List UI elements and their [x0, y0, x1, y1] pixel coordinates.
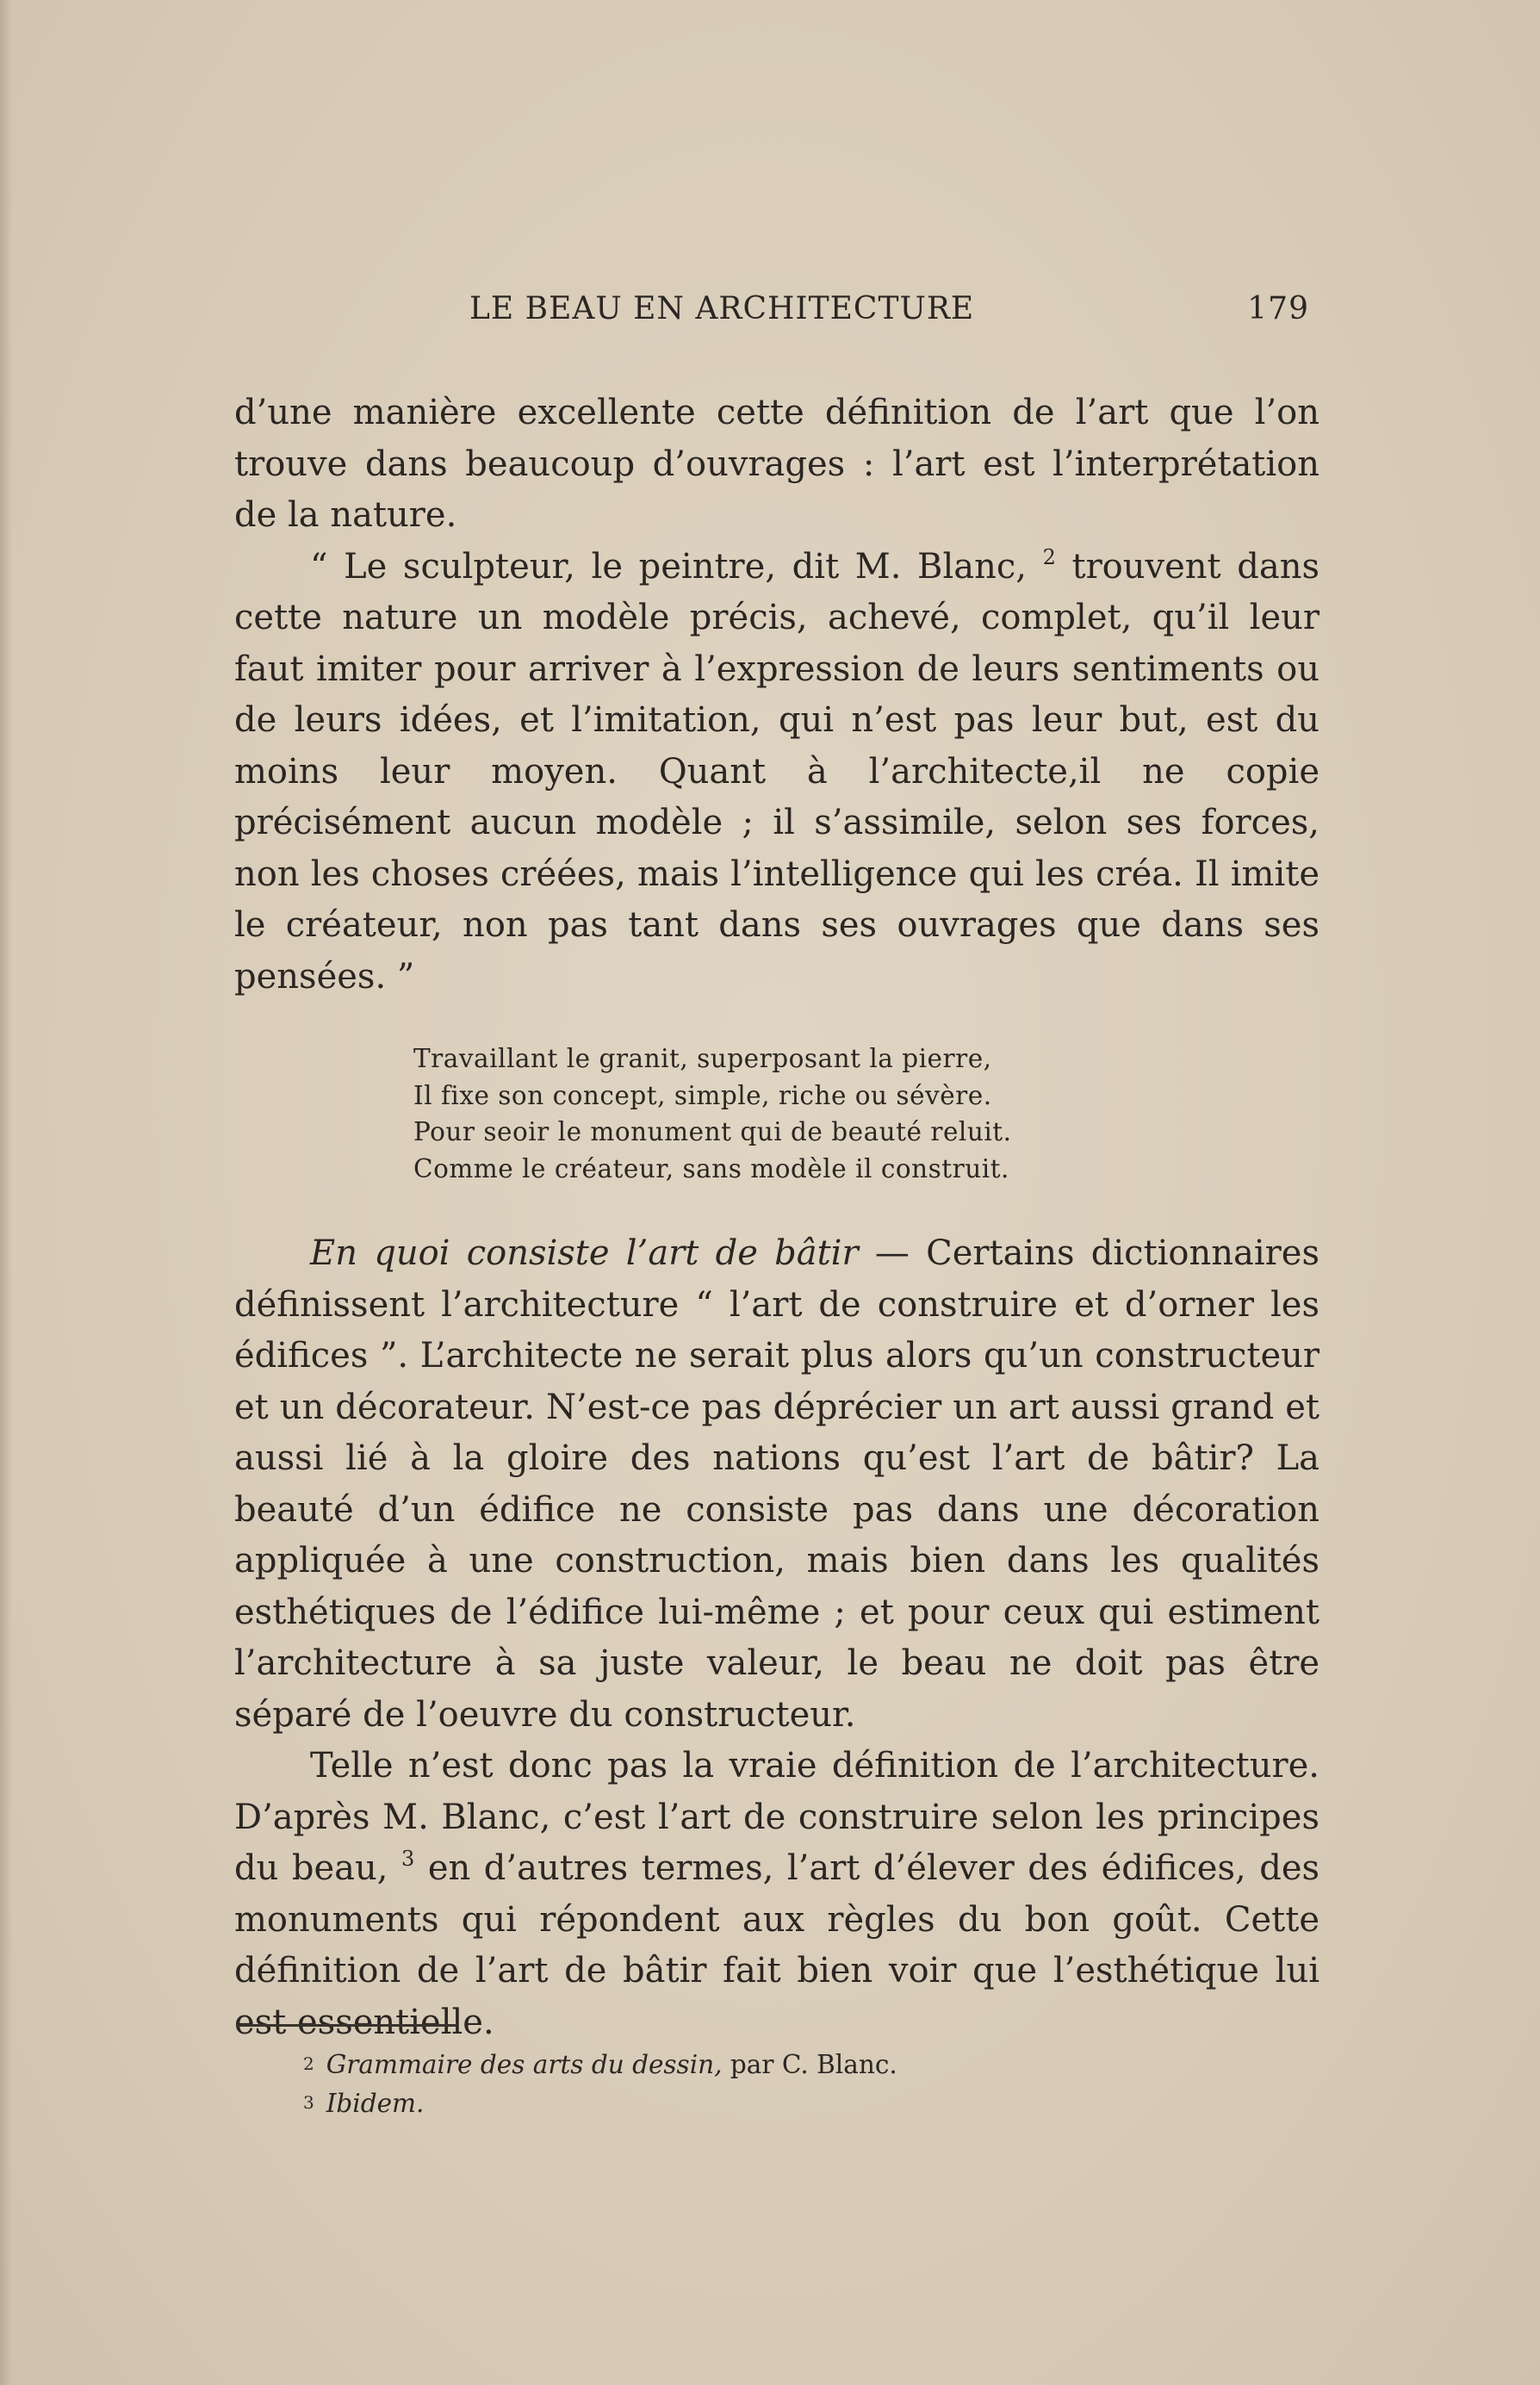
- body-text: [234, 388, 1320, 2048]
- paragraph-3: [234, 1228, 1320, 1741]
- footnote-ref-2: 2: [1042, 544, 1056, 569]
- paragraph-3-text: — Certains dictionnaires définissent l’architecture “ l’art de construire et d’orner les édifices ”. L’architecte ne serait plus alors qu’un constructeur et un décorateur. N’est-ce pas déprécier un art aussi grand et aussi lié à la gloire des nations qu’est l’art de bâtir? La beauté d’un édifice ne consiste pas dans une décoration appliquée à une construction, mais bien dans les qualités esthétiques de l’édifice lui-même ; et pour ceux qui estiment l’architecture à sa juste valeur, le beau ne doit pas être séparé de l’oeuvre du constructeur.: [234, 1233, 1320, 1735]
- footnote-title: Grammaire des arts du dessin,: [326, 2050, 723, 2079]
- paragraph-4: [234, 1741, 1320, 2048]
- verse-line: Pour seoir le monument qui de beauté reluit.: [413, 1117, 1012, 1146]
- paragraph-4-rest: en d’autres termes, l’art d’élever des édifices, des monuments qui répondent aux règles du bon goût. Cette définition de l’art de bâtir fait bien voir que l’esthétique lui est essentielle.: [234, 1848, 1320, 2042]
- footnote-mark: 3: [303, 2092, 314, 2113]
- paragraph-2-rest: trouvent dans cette nature un modèle précis, achevé, complet, qu’il leur faut imiter pour arriver à l’expression de leurs sentiments ou de leurs idées, et l’imitation, qui n’est pas leur but, est du moins leur moyen. Quant à l’architecte,il ne copie précisément aucun modèle ; il s’assimile, selon ses forces, non les choses créées, mais l’intelligence qui les créa. Il imite le créateur, non pas tant dans ses ouvrages que dans ses pensées. ”: [234, 546, 1320, 997]
- paragraph-4-start: Telle n’est donc pas la vraie définition de l’architecture. D’après M. Blanc, c’est l’art de construire selon les principes du beau,: [234, 1746, 1320, 1888]
- footnote: [303, 2045, 897, 2084]
- footnote-text: par C. Blanc.: [722, 2050, 897, 2079]
- paragraph-2-start: “ Le sculpteur, le peintre, dit M. Blanc,: [310, 546, 1027, 587]
- running-title: LE BEAU EN ARCHITECTURE: [469, 291, 975, 326]
- verse-block: [413, 1040, 1320, 1187]
- footnote-mark: 2: [303, 2053, 314, 2074]
- page-number: 179: [1247, 291, 1309, 326]
- footnotes: [303, 2045, 897, 2122]
- verse-line: Il fixe son concept, simple, riche ou sévère.: [413, 1080, 992, 1110]
- paragraph-1: d’une manière excellente cette définition de l’art que l’on trouve dans beaucoup d’ouvrages : l’art est l’interprétation de la nature.: [234, 393, 1320, 535]
- section-lead: En quoi consiste l’art de bâtir: [310, 1233, 859, 1273]
- footnote-ref-3: 3: [401, 1847, 415, 1871]
- verse-line: Comme le créateur, sans modèle il construit.: [413, 1153, 1009, 1183]
- paragraph-2: [234, 542, 1320, 1003]
- page-gutter-shadow: [0, 0, 12, 2385]
- footnote-rule: [237, 2024, 456, 2027]
- running-header: [233, 291, 1318, 334]
- footnote: [303, 2084, 897, 2122]
- verse-line: Travaillant le granit, superposant la pierre,: [413, 1044, 992, 1073]
- footnote-title: Ibidem.: [326, 2089, 425, 2118]
